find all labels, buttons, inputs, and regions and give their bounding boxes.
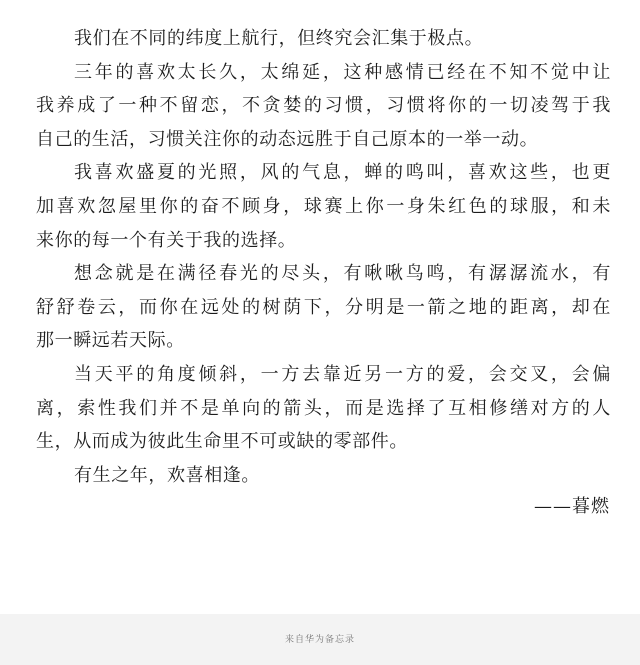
letter-line: 离，索性我们并不是单向的箭头，而是选择了互相修缮对方的人 — [36, 397, 611, 419]
signature: ——暮燃 — [534, 496, 610, 517]
letter-line: 有生之年，欢喜相逢。 — [74, 464, 260, 486]
letter-line: 想念就是在满径春光的尽头，有啾啾鸟鸣，有潺潺流水，有 — [74, 263, 611, 285]
letter-line: 舒舒卷云，而你在远处的树荫下，分明是一箭之地的距离，却在 — [36, 296, 611, 318]
letter-line: 自己的生活，习惯关注你的动态远胜于自己原本的一举一动。 — [36, 128, 539, 150]
letter-line: 那一瞬远若天际。 — [36, 330, 185, 352]
letter-line: 我养成了一种不留恋，不贪婪的习惯，习惯将你的一切凌驾于我 — [36, 95, 611, 117]
letter-line: 生，从而成为彼此生命里不可或缺的零部件。 — [36, 431, 408, 453]
letter-line: 三年的喜欢太长久，太绵延，这种感情已经在不知不觉中让 — [74, 61, 611, 83]
letter-line: 我们在不同的纬度上航行，但终究会汇集于极点。 — [74, 28, 484, 49]
letter-line: 来你的每一个有关于我的选择。 — [36, 229, 297, 251]
letter-line: 我喜欢盛夏的光照，风的气息，蝉的鸣叫，喜欢这些，也更 — [74, 162, 611, 184]
letter-line: 当天平的角度倾斜，一方去靠近另一方的爱，会交叉，会偏 — [74, 363, 611, 385]
letter-line: 加喜欢忽屋里你的奋不顾身，球赛上你一身朱红色的球服，和未 — [36, 195, 611, 217]
footer-bar — [0, 614, 640, 665]
source-label: 来自华为备忘录 — [284, 635, 355, 645]
letter-body — [36, 22, 611, 492]
